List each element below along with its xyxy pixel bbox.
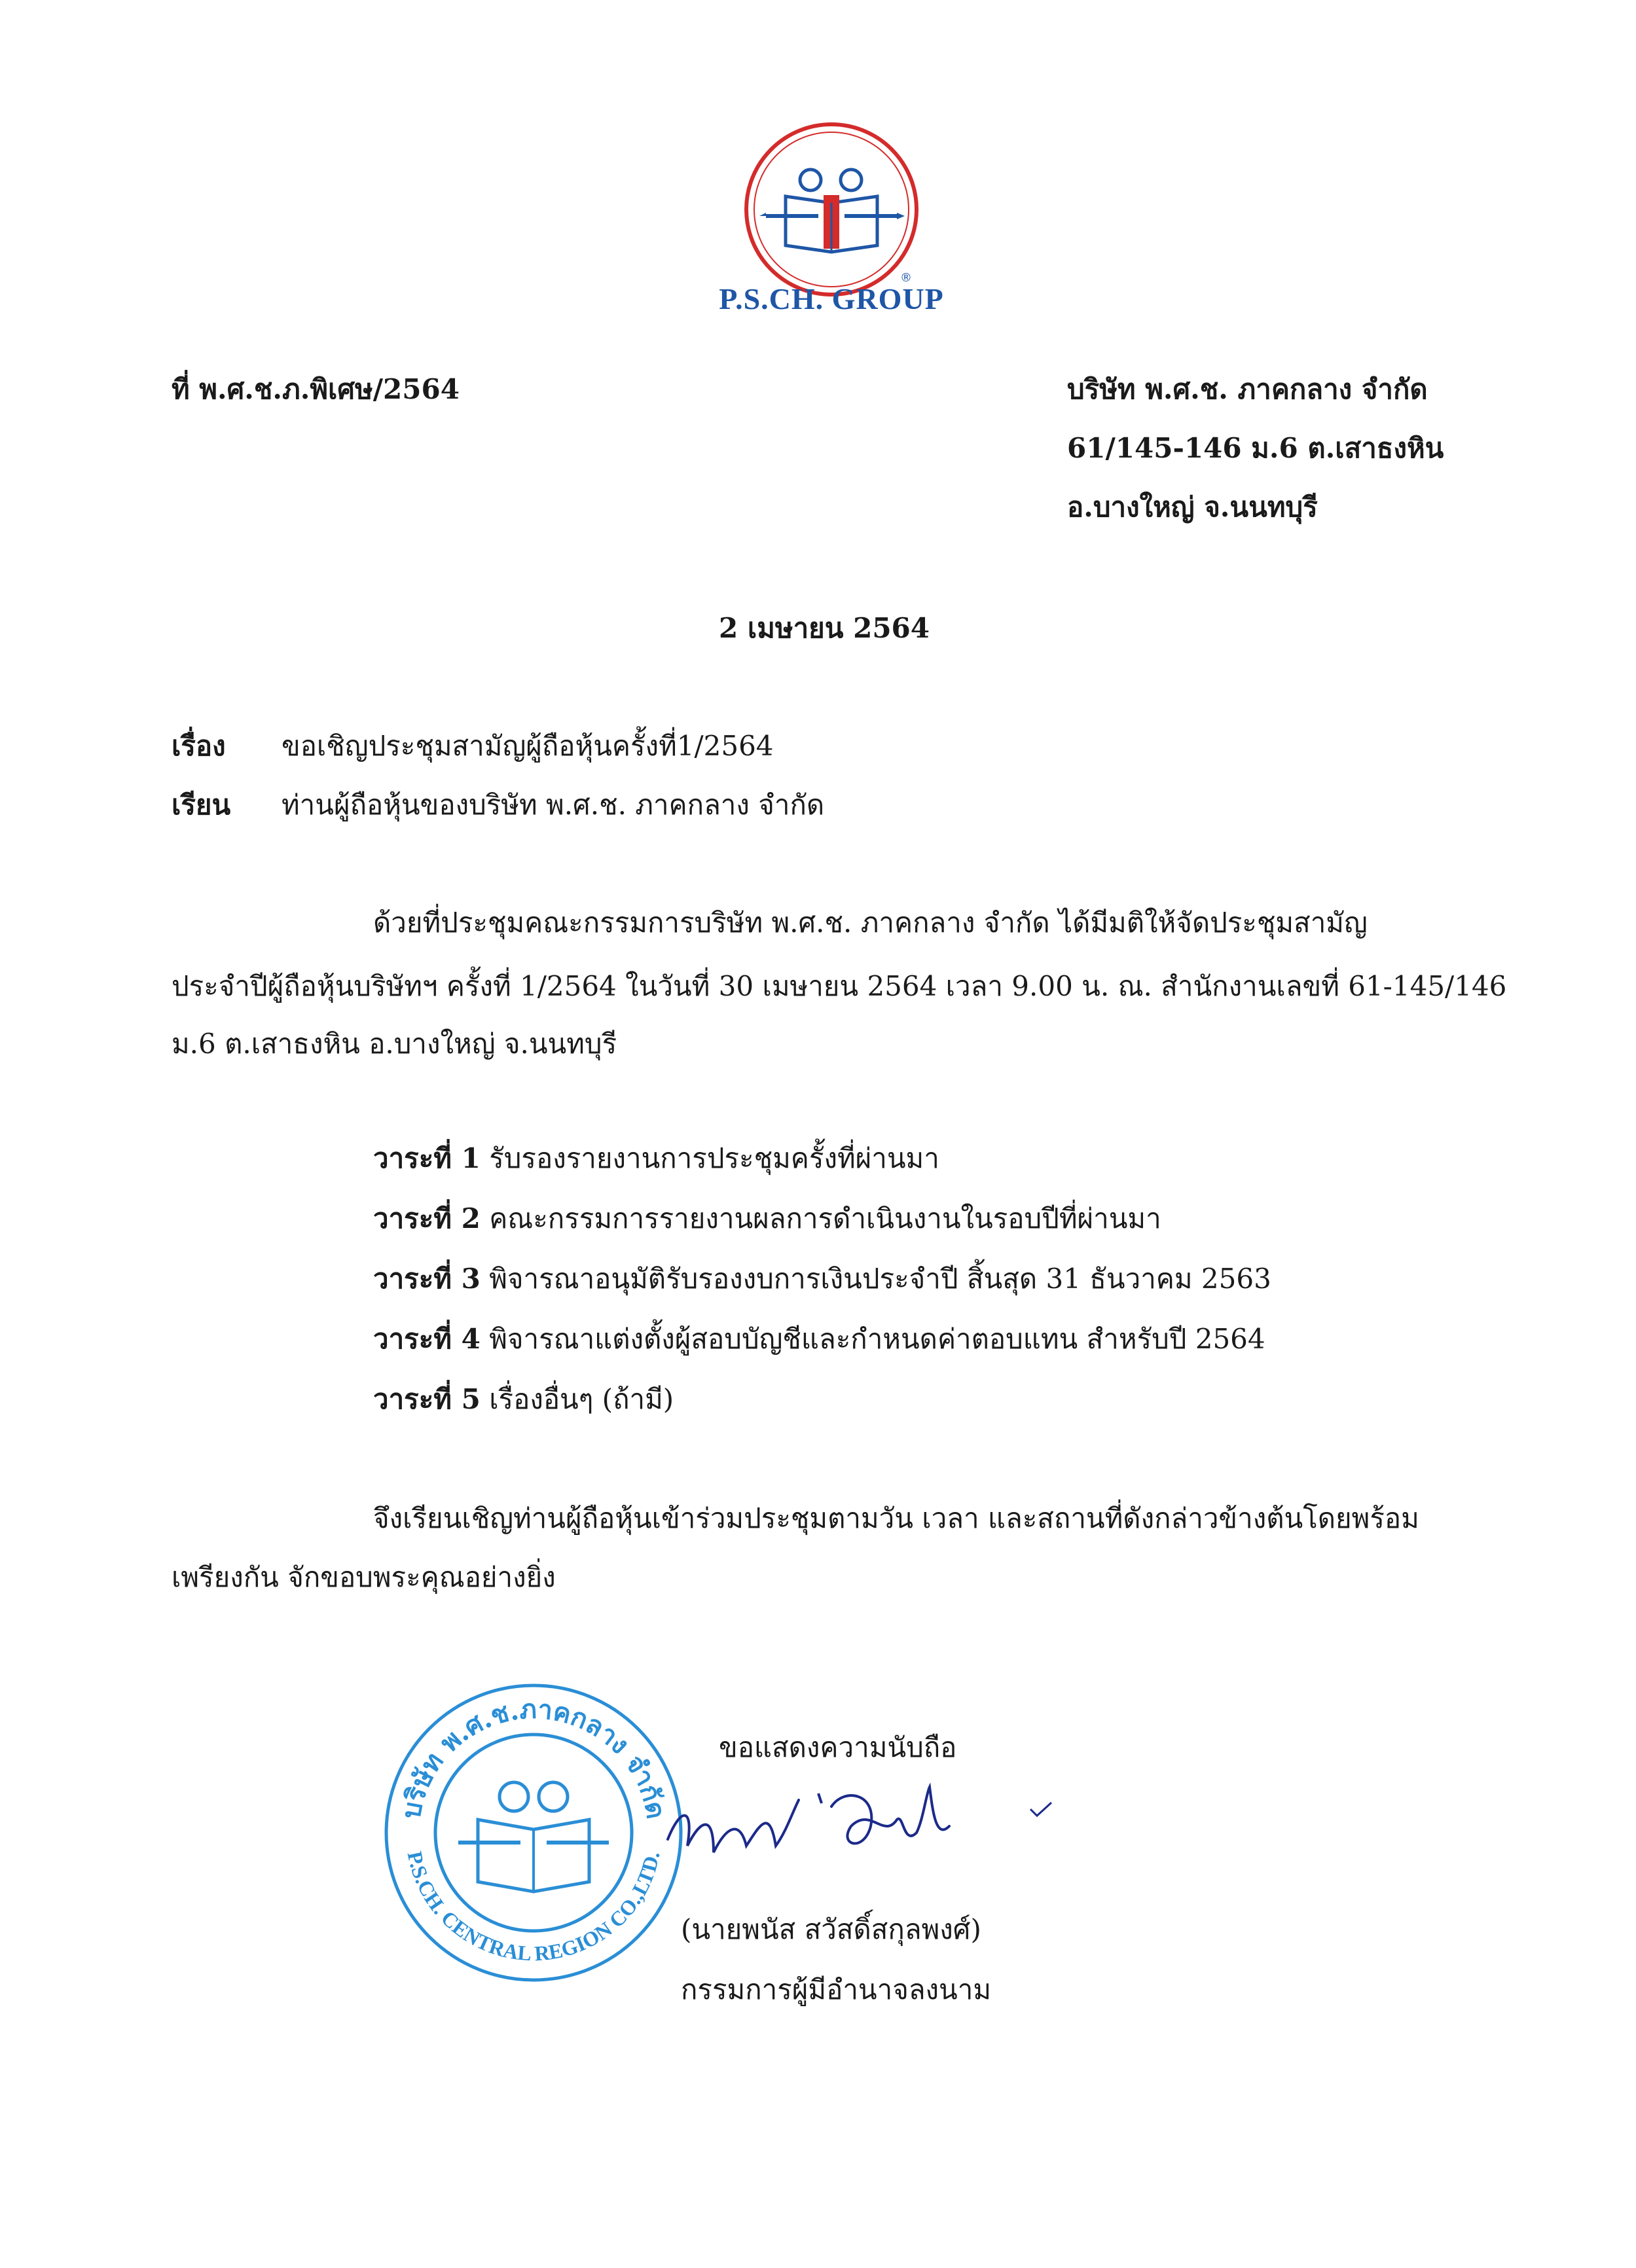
subject-text: ขอเชิญประชุมสามัญผู้ถือหุ้นครั้งที่1/2564 (282, 730, 774, 762)
signer-title: กรรมการผู้มีอำนาจลงนาม (681, 1973, 992, 2006)
agenda-item (373, 1320, 1271, 1380)
agenda-item-label: วาระที่ 3 (373, 1263, 481, 1295)
agenda-item-text: พิจารณาแต่งตั้งผู้สอบบัญชีและกำหนดค่าตอบแทน สำหรับปี 2564 (489, 1323, 1265, 1355)
letter-date: 2 เมษายน 2564 (719, 612, 930, 644)
svg-text:®: ® (900, 271, 912, 285)
agenda-item (373, 1139, 1271, 1199)
agenda-item-text: พิจารณาอนุมัติรับรองงบการเงินประจำปี สิ้นสุด 31 ธันวาคม 2563 (489, 1263, 1271, 1295)
regards: ขอแสดงความนับถือ (719, 1731, 957, 1763)
closing-line-2: เพรียงกัน จักขอบพระคุณอย่างยิ่ง (172, 1561, 556, 1593)
address-line-1: 61/145-146 ม.6 ต.เสาธงหิน (1067, 432, 1444, 464)
body-line-3: ม.6 ต.เสาธงหิน อ.บางใหญ่ จ.นนทบุรี (172, 1028, 617, 1060)
agenda-item-label: วาระที่ 2 (373, 1202, 481, 1234)
agenda-item-text: เรื่องอื่นๆ (ถ้ามี) (489, 1383, 674, 1415)
signer-name: (นายพนัส สวัสดิ์สกุลพงศ์) (681, 1913, 981, 1945)
logo-text: P.S.CH. GROUP (719, 282, 944, 315)
agenda-item-label: วาระที่ 4 (373, 1323, 481, 1355)
agenda-list (373, 1139, 1271, 1440)
recipient-label: เรียน (172, 789, 231, 821)
signature (661, 1767, 969, 1879)
agenda-item-text: รับรองรายงานการประชุมครั้งที่ผ่านมา (489, 1142, 939, 1174)
closing-line-1: จึงเรียนเชิญท่านผู้ถือหุ้นเข้าร่วมประชุมตามวัน เวลา และสถานที่ดังกล่าวข้างต้นโดยพร้อม (373, 1502, 1419, 1534)
agenda-item-label: วาระที่ 1 (373, 1142, 481, 1174)
agenda-item-label: วาระที่ 5 (373, 1383, 481, 1415)
company-logo (740, 118, 923, 301)
agenda-item (373, 1259, 1271, 1320)
svg-text:บริษัท พ.ศ.ช.ภาคกลาง จำกัด: บริษัท พ.ศ.ช.ภาคกลาง จำกัด (395, 1693, 672, 1822)
body-line-1: ด้วยที่ประชุมคณะกรรมการบริษัท พ.ศ.ช. ภาคกลาง จำกัด ได้มีมติให้จัดประชุมสามัญ (373, 907, 1368, 939)
address-line-2: อ.บางใหญ่ จ.นนทบุรี (1067, 491, 1318, 523)
agenda-item-text: คณะกรรมการรายงานผลการดำเนินงานในรอบปีที่ผ่านมา (489, 1202, 1161, 1234)
agenda-item (373, 1380, 1271, 1440)
agenda-item (373, 1199, 1271, 1259)
body-line-2: ประจำปีผู้ถือหุ้นบริษัทฯ ครั้งที่ 1/2564 ในวันที่ 30 เมษายน 2564 เวลา 9.00 น. ณ. สำนักงานเลขที่ 61-145/146 (172, 970, 1507, 1002)
check-mark-icon (1028, 1800, 1054, 1820)
company-seal (380, 1679, 687, 1987)
reference-number: ที่ พ.ศ.ช.ภ.พิเศษ/2564 (172, 373, 460, 405)
subject-label: เรื่อง (172, 730, 226, 762)
recipient-text: ท่านผู้ถือหุ้นของบริษัท พ.ศ.ช. ภาคกลาง จำกัด (282, 789, 825, 821)
company-name: บริษัท พ.ศ.ช. ภาคกลาง จำกัด (1067, 373, 1428, 405)
svg-text:P.S.CH. CENTRAL REGION CO.,LTD: P.S.CH. CENTRAL REGION CO.,LTD. (403, 1849, 664, 1966)
